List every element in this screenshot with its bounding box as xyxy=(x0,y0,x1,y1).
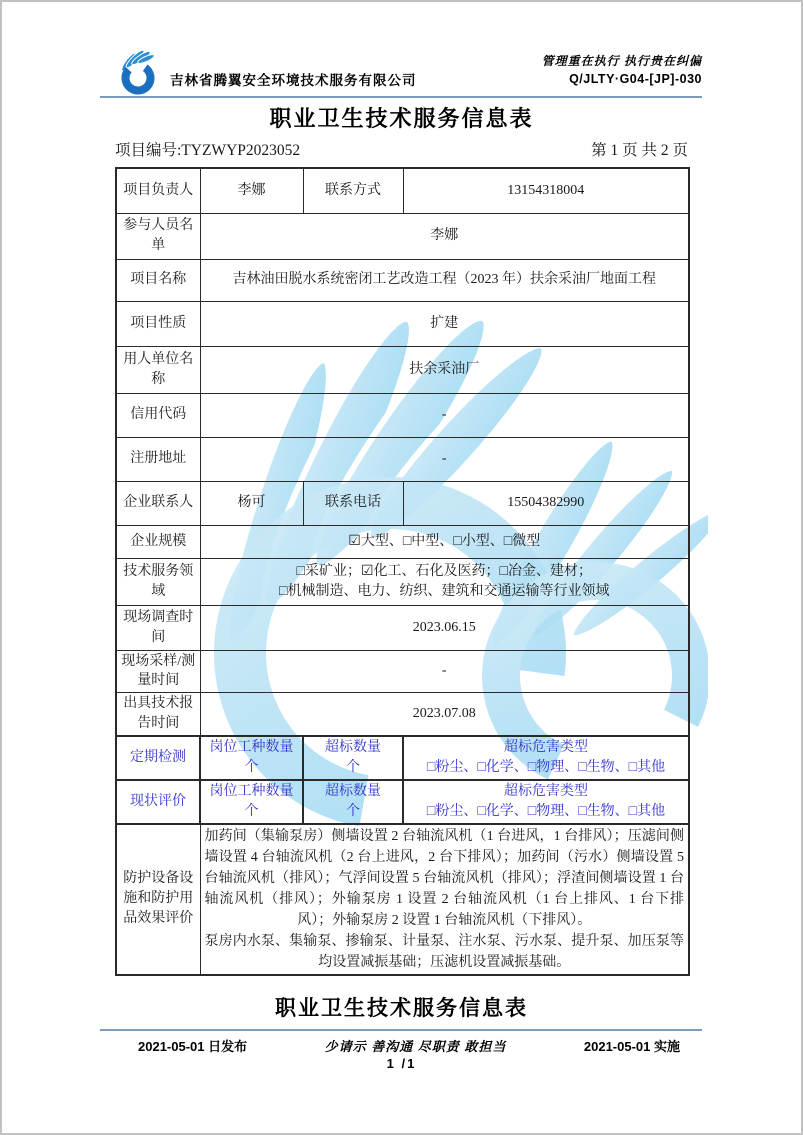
row-label: 参与人员名单 xyxy=(116,213,200,259)
table-row xyxy=(116,605,689,650)
footer-meta-row xyxy=(100,1036,702,1055)
exceed-count-label: 超标数量 xyxy=(325,740,381,755)
service-field-checkboxes xyxy=(200,558,689,605)
management-slogan: 管理重在执行 执行贵在纠偏 xyxy=(541,54,702,68)
post-count-label: 岗位工种数量 xyxy=(209,783,294,799)
row-label: 企业联系人 xyxy=(116,481,200,525)
project-name-value: 吉林油田脱水系统密闭工艺改造工程（2023 年）扶余采油厂地面工程 xyxy=(200,259,689,301)
credit-code-value: - xyxy=(200,393,689,437)
project-number: 项目编号:TYZWYP2023052 xyxy=(115,142,301,159)
employer-name-value: 扶余采油厂 xyxy=(200,346,689,393)
sampling-date-value: - xyxy=(200,650,689,693)
form-title: 职业卫生技术服务信息表 xyxy=(269,106,534,131)
page-header xyxy=(100,48,702,96)
table-row xyxy=(116,301,689,346)
row-label: 出具技术报告时间 xyxy=(116,693,200,736)
hazard-type-label: 超标危害类型 xyxy=(504,783,588,799)
protection-paragraph-2: 泵房内水泵、集输泵、掺输泵、计量泵、注水泵、污水泵、提升泵、加压泵等均设置减振基础；压滤机设置减振基础。 xyxy=(204,933,684,970)
footer-motto: 少请示 善沟通 尽职责 敢担当 xyxy=(324,1039,507,1054)
row-label: 用人单位名称 xyxy=(116,346,200,393)
post-count-label: 岗位工种数量 xyxy=(209,740,294,755)
row-label: 项目性质 xyxy=(116,301,200,346)
project-manager-value: 李娜 xyxy=(200,168,303,213)
row-label: 现状评价 xyxy=(116,780,200,824)
post-count-unit: 个 xyxy=(244,803,259,819)
company-logo-icon xyxy=(116,50,164,96)
hazard-type-checkboxes: □粉尘、□化学、□物理、□生物、□其他 xyxy=(426,759,666,775)
survey-date-value: 2023.06.15 xyxy=(200,605,689,650)
contact-phone-value: 15504382990 xyxy=(403,481,689,525)
row-label: 定期检测 xyxy=(116,736,200,780)
row-label: 注册地址 xyxy=(116,437,200,481)
status-hazard-type-cell xyxy=(403,780,689,824)
contact-phone-label: 联系电话 xyxy=(303,481,403,525)
service-field-line1: □采矿业；☑化工、石化及医药；□冶金、建材； xyxy=(296,563,592,579)
exceed-count-unit: 个 xyxy=(346,803,360,819)
table-row xyxy=(116,393,689,437)
registered-address-value: - xyxy=(200,437,689,481)
table-row xyxy=(116,650,689,693)
row-label: 项目名称 xyxy=(116,259,200,301)
participants-value: 李娜 xyxy=(200,213,689,259)
protection-paragraph-1: 加药间（集输泵房）侧墙设置 2 台轴流风机（1 台进风，1 台排风）；压滤间侧墙设置 4 台轴流风机（2 台上进风，2 台下排风）；加药间（污水）侧墙设置 5 台轴流风机（排风）；气浮间设置 5 台轴流风机（排风）；浮渣间侧墙设置 1 台轴流风机（排风）；外输泵房 1 设置 2 台轴流风机（1 台上排风、1 台下排风）；外输泵房 2 设置 1 台轴流风机（下排风）。 xyxy=(204,828,684,928)
periodic-hazard-type-cell xyxy=(403,736,689,780)
service-field-line2: □机械制造、电力、纺织、建筑和交通运输等行业领域 xyxy=(279,583,610,599)
company-contact-value: 杨可 xyxy=(200,481,303,525)
company-scale-checkboxes: ☑大型、□中型、□小型、□微型 xyxy=(200,525,689,558)
header-right-block xyxy=(542,52,702,86)
row-label: 现场调查时间 xyxy=(116,605,200,650)
table-row-status-evaluation xyxy=(116,780,689,824)
table-row xyxy=(116,693,689,736)
footer-form-title: 职业卫生技术服务信息表 xyxy=(275,997,528,1020)
table-row xyxy=(116,213,689,259)
row-label: 企业规模 xyxy=(116,525,200,558)
table-row xyxy=(116,558,689,605)
status-post-count-cell xyxy=(200,780,303,824)
table-row xyxy=(116,481,689,525)
row-label: 技术服务领域 xyxy=(116,558,200,605)
status-exceed-count-cell xyxy=(303,780,403,824)
table-row xyxy=(116,525,689,558)
exceed-count-unit: 个 xyxy=(346,759,360,775)
protection-evaluation-text xyxy=(200,824,689,975)
hazard-type-checkboxes: □粉尘、□化学、□物理、□生物、□其他 xyxy=(426,803,666,819)
report-date-value: 2023.07.08 xyxy=(200,693,689,736)
issue-date: 2021-05-01 日发布 xyxy=(138,1039,248,1054)
row-label: 现场采样/测量时间 xyxy=(116,650,200,693)
periodic-exceed-count-cell xyxy=(303,736,403,780)
document-number: Q/JLTY·G04-[JP]-030 xyxy=(569,72,702,86)
post-count-unit: 个 xyxy=(244,759,259,775)
contact-method-label: 联系方式 xyxy=(303,168,403,213)
page-number: 1 /1 xyxy=(386,1056,417,1071)
table-row xyxy=(116,259,689,301)
exceed-count-label: 超标数量 xyxy=(325,783,381,799)
project-info-line xyxy=(115,138,688,160)
project-nature-value: 扩建 xyxy=(200,301,689,346)
hazard-type-label: 超标危害类型 xyxy=(504,740,588,755)
implement-date: 2021-05-01 实施 xyxy=(583,1039,680,1054)
header-divider xyxy=(100,96,702,98)
page-indicator: 第 1 页 共 2 页 xyxy=(591,142,688,159)
company-name: 吉林省腾翼安全环境技术服务有限公司 xyxy=(170,73,417,88)
contact-method-value: 13154318004 xyxy=(403,168,689,213)
row-label: 信用代码 xyxy=(116,393,200,437)
periodic-post-count-cell xyxy=(200,736,303,780)
table-row xyxy=(116,437,689,481)
table-row-protection-evaluation xyxy=(116,824,689,975)
table-row-periodic-testing xyxy=(116,736,689,780)
table-row xyxy=(116,168,689,213)
service-info-table xyxy=(115,167,690,976)
table-row xyxy=(116,346,689,393)
row-label: 项目负责人 xyxy=(116,168,200,213)
footer-divider xyxy=(100,1029,702,1031)
row-label: 防护设备设施和防护用品效果评价 xyxy=(116,824,200,975)
